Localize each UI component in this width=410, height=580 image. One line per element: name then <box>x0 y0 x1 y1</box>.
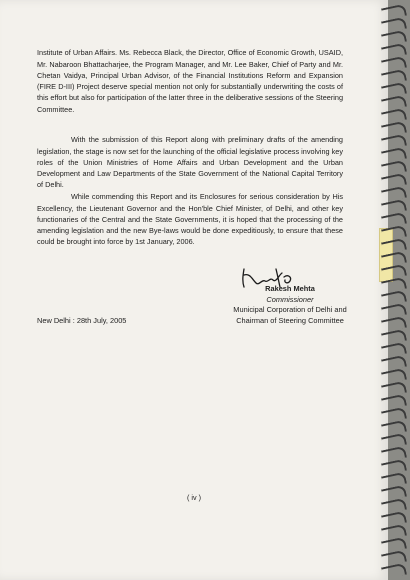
signatory-org-line-2: Chairman of Steering Committee <box>236 315 344 325</box>
signatory-org-line-1: Municipal Corporation of Delhi and <box>233 305 347 314</box>
signatory-name: Rakesh Mehta <box>265 284 315 293</box>
paragraph-acknowledgements: Institute of Urban Affairs. Ms. Rebecca Black, the Director, Office of Economic Growth, USAID, Mr. Nabaroon Bhattacharjee, the Program Manager, and Mr. Lee Baker, Chief of Party and Mr. Chetan Vaidya, Principal Urban Advisor, of the Financial Institutions Reform and Expansion (FIRE D-III) Project deserve special mention not only for substantially underwriting the costs of this effort but also for participation of the latter three in the deliberative sessions of the Steering Committee. <box>37 48 343 114</box>
signatory-title: Commissioner <box>266 294 314 304</box>
paragraph-commendation: While commending this Report and its Enclosures for serious consideration by His Excellency, the Lieutenant Governor and the Hon'ble Chief Minister, of Delhi, and other key functionaries of the Central and the State Governments, it is hoped that the processing of the amending legislation and the new Bye-laws would be done expeditiously, to ensure that these could be brought into force by 1st January, 2006. <box>37 192 343 247</box>
spiral-binding <box>380 0 410 580</box>
page-number: ( iv ) <box>187 493 201 502</box>
place-and-date: New Delhi : 28th July, 2005 <box>37 316 127 325</box>
signature-block <box>220 284 360 326</box>
paragraph-legislation: With the submission of this Report along with preliminary drafts of the amending legislation, the stage is now set for the launching of the official legislative process involving key roles of the Union Ministries of Home Affairs and Urban Development and the Urban Development and Law Departments of the State Government of the National Capital Territory of Delhi. <box>37 135 343 190</box>
